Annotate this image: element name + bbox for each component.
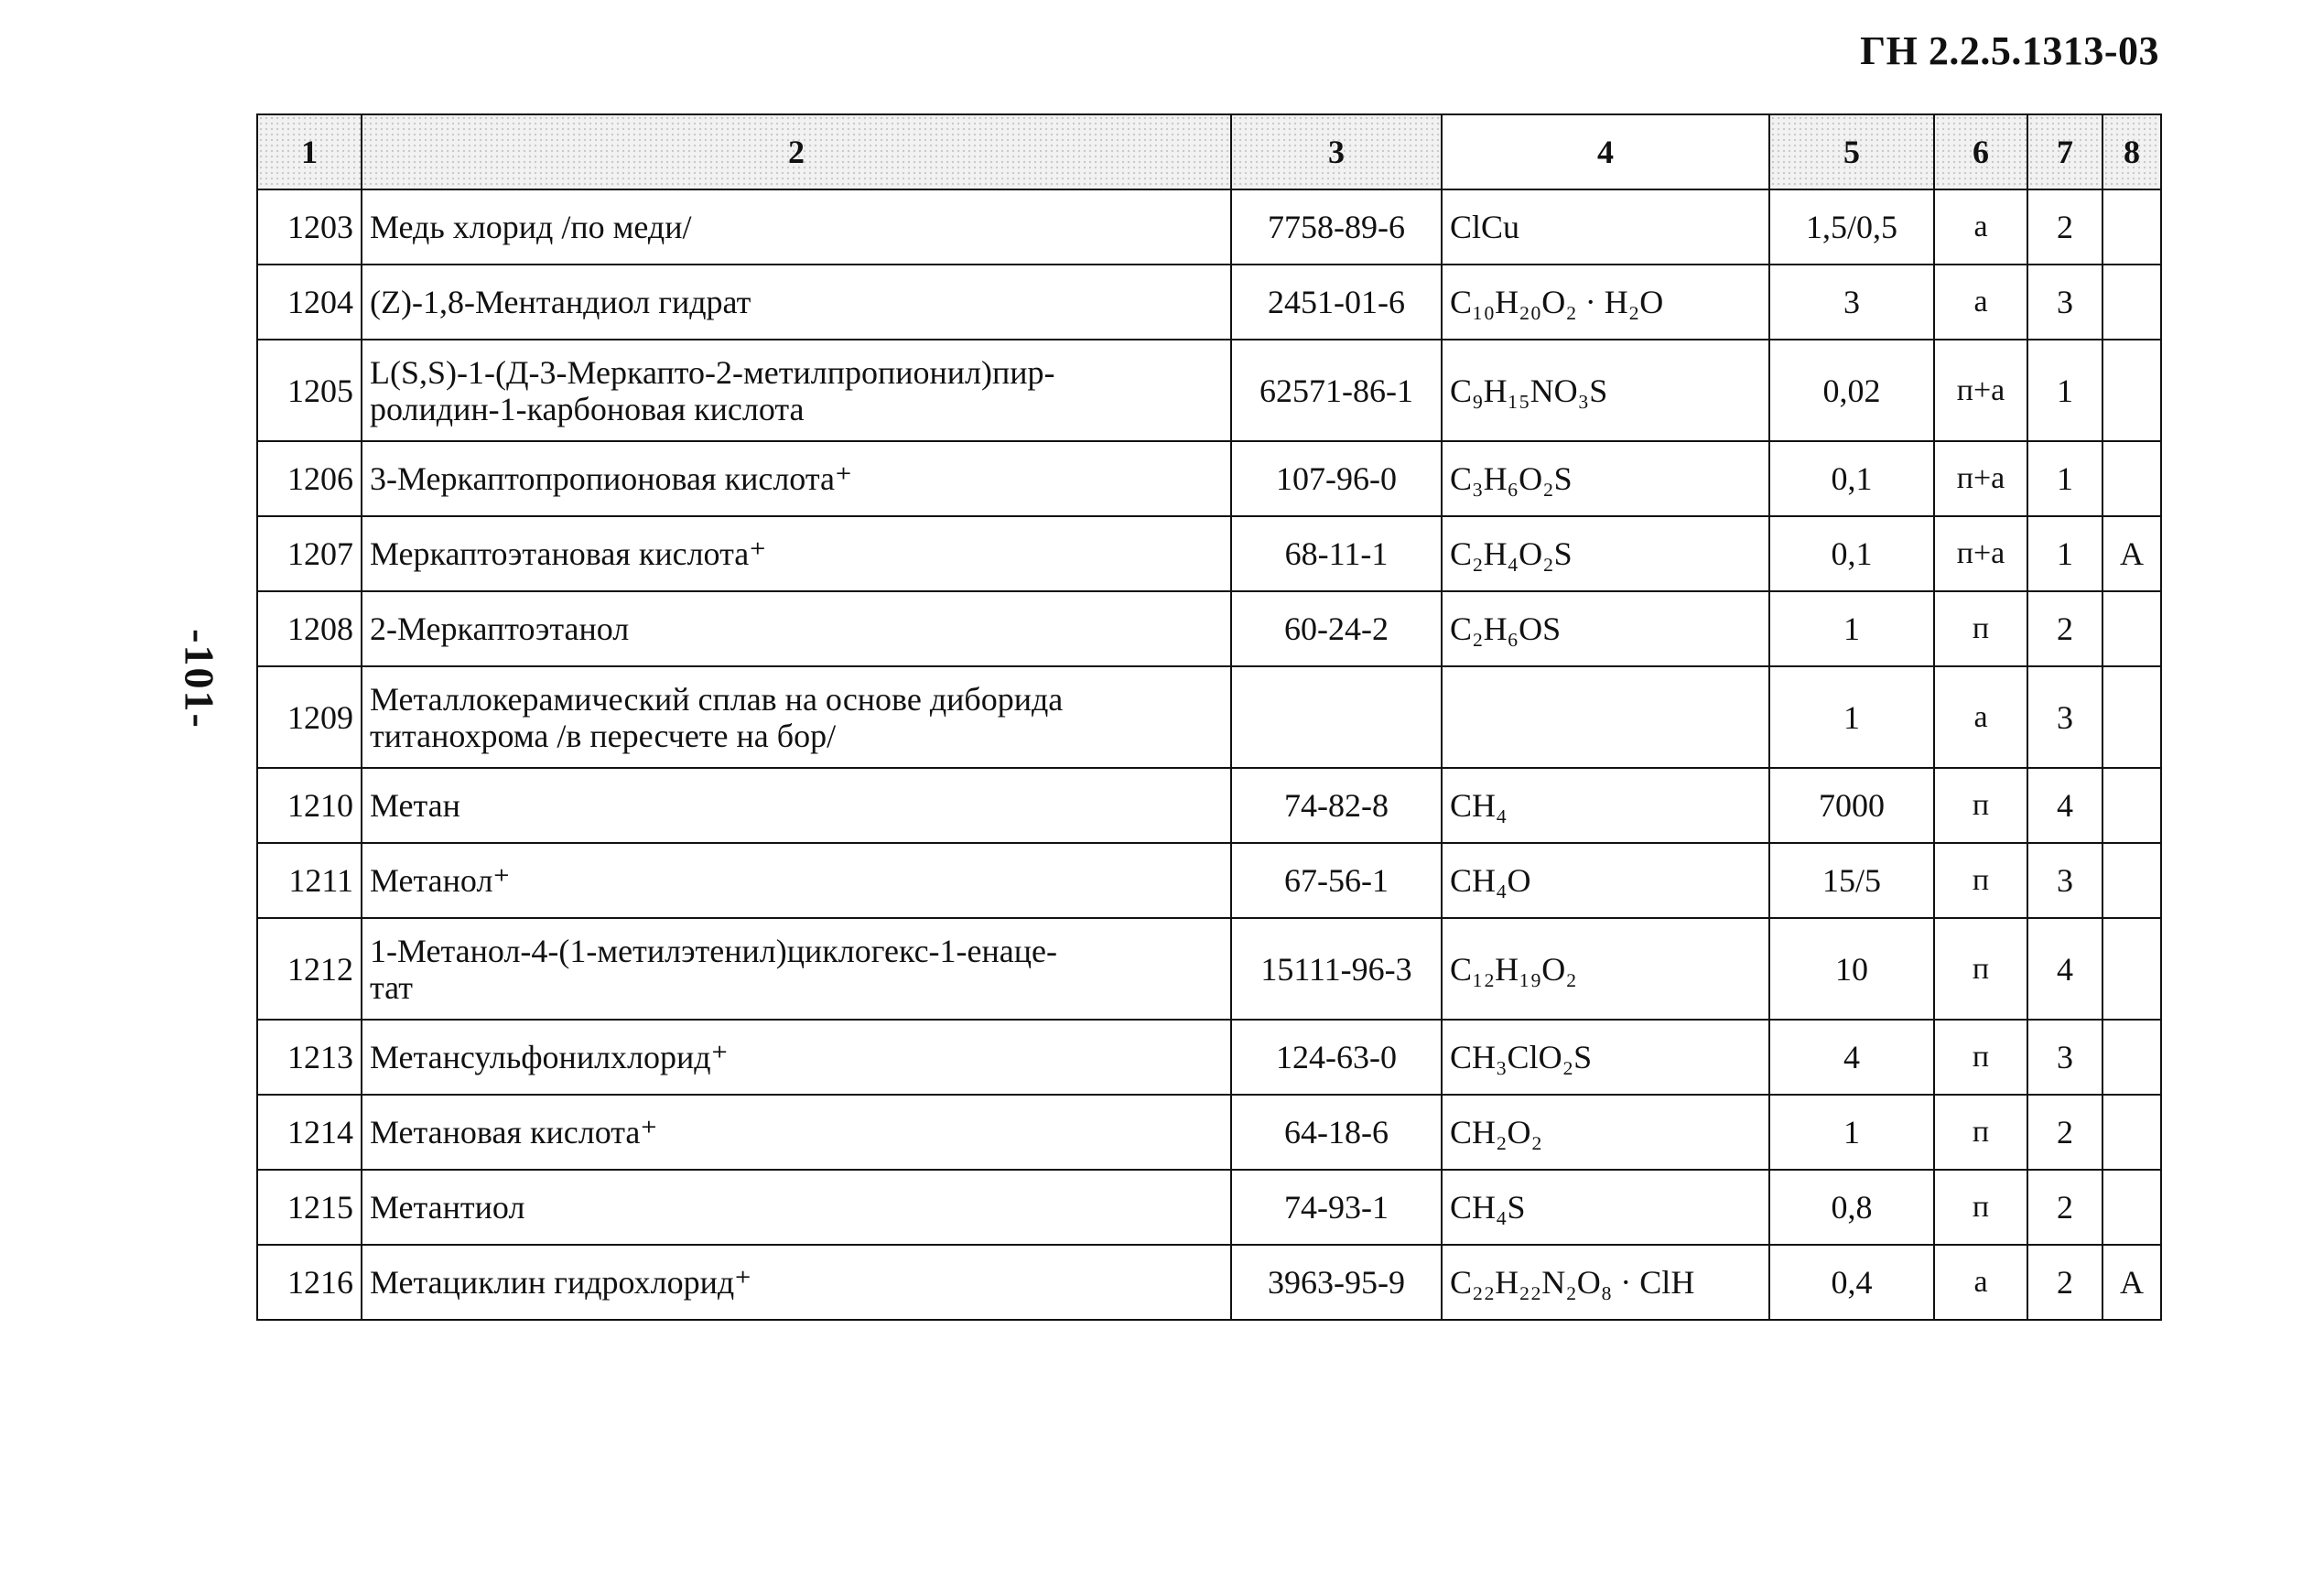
formula-cell: C₁₀H₂₀O₂ · H₂O [1442,265,1769,340]
formula-cell: C₂H₆OS [1442,591,1769,666]
cas-number-cell: 2451-01-6 [1231,265,1442,340]
limit-value-cell: 4 [1769,1020,1934,1095]
row-number-cell: 1213 [257,1020,362,1095]
row-number-cell: 1209 [257,666,362,768]
aggregate-state-cell: п+а [1934,441,2027,516]
note-cell [2102,768,2161,843]
note-cell [2102,591,2161,666]
table-row [257,189,2161,265]
substance-name-line: Метановая кислота⁺ [370,1114,658,1150]
row-number-cell: 1216 [257,1245,362,1320]
substance-name-line: 2-Меркаптоэтанол [370,610,630,647]
table-row [257,1095,2161,1170]
formula-cell: C₃H₆O₂S [1442,441,1769,516]
note-cell: А [2102,516,2161,591]
cas-number-cell: 3963-95-9 [1231,1245,1442,1320]
substance-name-cell [362,1245,1231,1320]
cas-number-cell: 68-11-1 [1231,516,1442,591]
row-number-cell: 1204 [257,265,362,340]
substance-name-cell [362,666,1231,768]
table-row [257,666,2161,768]
aggregate-state-cell: п+а [1934,340,2027,441]
hazard-class-cell: 3 [2027,265,2102,340]
note-cell [2102,441,2161,516]
cas-number-cell [1231,666,1442,768]
substance-name-line: L(S,S)-1-(Д-3-Меркапто-2-метилпропионил)пир- [370,353,1055,391]
substance-name-cell [362,441,1231,516]
note-cell [2102,265,2161,340]
hazard-class-cell: 3 [2027,843,2102,918]
table-row [257,1245,2161,1320]
substance-name-cell [362,1170,1231,1245]
formula-cell: CH₃ClO₂S [1442,1020,1769,1095]
substance-name-line: Метансульфонилхлорид⁺ [370,1039,729,1075]
row-number-cell: 1205 [257,340,362,441]
hazard-class-cell: 2 [2027,591,2102,666]
aggregate-state-cell: п [1934,918,2027,1020]
column-header: 1 [257,114,362,189]
column-header: 4 [1442,114,1769,189]
substance-name-line: Метан [370,787,460,824]
hazard-class-cell: 1 [2027,441,2102,516]
cas-number-cell: 7758-89-6 [1231,189,1442,265]
note-cell [2102,918,2161,1020]
substance-name-cell [362,918,1231,1020]
column-header: 6 [1934,114,2027,189]
hazard-class-cell: 2 [2027,189,2102,265]
table-row [257,265,2161,340]
limit-value-cell: 1,5/0,5 [1769,189,1934,265]
formula-cell: C₉H₁₅NO₃S [1442,340,1769,441]
column-header: 2 [362,114,1231,189]
limit-value-cell: 7000 [1769,768,1934,843]
row-number-cell: 1206 [257,441,362,516]
substance-name-line: Метациклин гидрохлорид⁺ [370,1264,752,1301]
table-header-row [257,114,2161,189]
formula-cell: ClCu [1442,189,1769,265]
table-row [257,591,2161,666]
cas-number-cell: 60-24-2 [1231,591,1442,666]
cas-number-cell: 62571-86-1 [1231,340,1442,441]
substance-name-line: Медь хлорид /по меди/ [370,209,692,245]
substance-name-line: Металлокерамический сплав на основе диборида [370,680,1064,718]
hazard-class-cell: 4 [2027,768,2102,843]
note-cell: А [2102,1245,2161,1320]
hazard-class-cell: 4 [2027,918,2102,1020]
aggregate-state-cell: п+а [1934,516,2027,591]
limit-value-cell: 0,8 [1769,1170,1934,1245]
note-cell [2102,340,2161,441]
formula-cell: C₂₂H₂₂N₂O₈ · ClH [1442,1245,1769,1320]
table-row [257,918,2161,1020]
substance-name-line: 3-Меркаптопропионовая кислота⁺ [370,460,852,497]
table-row [257,516,2161,591]
table-row [257,441,2161,516]
substance-name-cell [362,768,1231,843]
note-cell [2102,666,2161,768]
cas-number-cell: 15111-96-3 [1231,918,1442,1020]
aggregate-state-cell: п [1934,591,2027,666]
aggregate-state-cell: а [1934,265,2027,340]
limit-value-cell: 1 [1769,666,1934,768]
substance-name-cell [362,340,1231,441]
substances-table [256,113,2162,1321]
aggregate-state-cell: п [1934,768,2027,843]
limit-value-cell: 10 [1769,918,1934,1020]
table-row [257,340,2161,441]
hazard-class-cell: 3 [2027,666,2102,768]
limit-value-cell: 1 [1769,1095,1934,1170]
limit-value-cell: 3 [1769,265,1934,340]
aggregate-state-cell: п [1934,1170,2027,1245]
substance-name-line: Меркаптоэтановая кислота⁺ [370,535,767,572]
cas-number-cell: 107-96-0 [1231,441,1442,516]
formula-cell: CH₂O₂ [1442,1095,1769,1170]
document-code: ГН 2.2.5.1313-03 [1860,28,2159,73]
aggregate-state-cell: п [1934,1020,2027,1095]
cas-number-cell: 124-63-0 [1231,1020,1442,1095]
hazard-class-cell: 2 [2027,1170,2102,1245]
cas-number-cell: 74-93-1 [1231,1170,1442,1245]
row-number-cell: 1214 [257,1095,362,1170]
hazard-class-cell: 2 [2027,1245,2102,1320]
table-row [257,1020,2161,1095]
column-header: 5 [1769,114,1934,189]
note-cell [2102,1020,2161,1095]
substance-name-line: ролидин-1-карбоновая кислота [370,390,805,427]
note-cell [2102,843,2161,918]
limit-value-cell: 0,02 [1769,340,1934,441]
row-number-cell: 1208 [257,591,362,666]
substance-name-cell [362,1020,1231,1095]
formula-cell: C₁₂H₁₉O₂ [1442,918,1769,1020]
limit-value-cell: 0,1 [1769,516,1934,591]
aggregate-state-cell: а [1934,1245,2027,1320]
column-header: 7 [2027,114,2102,189]
limit-value-cell: 0,1 [1769,441,1934,516]
substance-name-cell [362,591,1231,666]
row-number-cell: 1210 [257,768,362,843]
formula-cell: C₂H₄O₂S [1442,516,1769,591]
aggregate-state-cell: п [1934,843,2027,918]
note-cell [2102,1095,2161,1170]
substance-name-line: (Z)-1,8-Ментандиол гидрат [370,284,751,320]
limit-value-cell: 1 [1769,591,1934,666]
limit-value-cell: 15/5 [1769,843,1934,918]
hazard-class-cell: 3 [2027,1020,2102,1095]
substance-name-cell [362,1095,1231,1170]
column-header: 8 [2102,114,2161,189]
aggregate-state-cell: а [1934,666,2027,768]
substance-name-cell [362,265,1231,340]
aggregate-state-cell: а [1934,189,2027,265]
hazard-class-cell: 2 [2027,1095,2102,1170]
table-row [257,843,2161,918]
substance-name-line: тат [370,968,413,1006]
page-number: -101- [176,629,223,729]
hazard-class-cell: 1 [2027,340,2102,441]
table-row [257,768,2161,843]
limit-value-cell: 0,4 [1769,1245,1934,1320]
cas-number-cell: 64-18-6 [1231,1095,1442,1170]
table-body [257,189,2161,1320]
note-cell [2102,1170,2161,1245]
row-number-cell: 1215 [257,1170,362,1245]
substance-name-cell [362,516,1231,591]
hazard-class-cell: 1 [2027,516,2102,591]
substance-name-line: 1-Метанол-4-(1-метилэтенил)циклогекс-1-енаце- [370,932,1057,969]
formula-cell [1442,666,1769,768]
column-header: 3 [1231,114,1442,189]
aggregate-state-cell: п [1934,1095,2027,1170]
cas-number-cell: 67-56-1 [1231,843,1442,918]
formula-cell: CH₄S [1442,1170,1769,1245]
cas-number-cell: 74-82-8 [1231,768,1442,843]
formula-cell: CH₄ [1442,768,1769,843]
substance-name-cell [362,843,1231,918]
table-row [257,1170,2161,1245]
formula-cell: CH₄O [1442,843,1769,918]
substance-name-cell [362,189,1231,265]
row-number-cell: 1211 [257,843,362,918]
substance-name-line: Метантиол [370,1189,525,1226]
substance-name-line: Метанол⁺ [370,862,511,899]
row-number-cell: 1207 [257,516,362,591]
substance-name-line: титанохрома /в пересчете на бор/ [370,717,837,754]
row-number-cell: 1212 [257,918,362,1020]
row-number-cell: 1203 [257,189,362,265]
note-cell [2102,189,2161,265]
